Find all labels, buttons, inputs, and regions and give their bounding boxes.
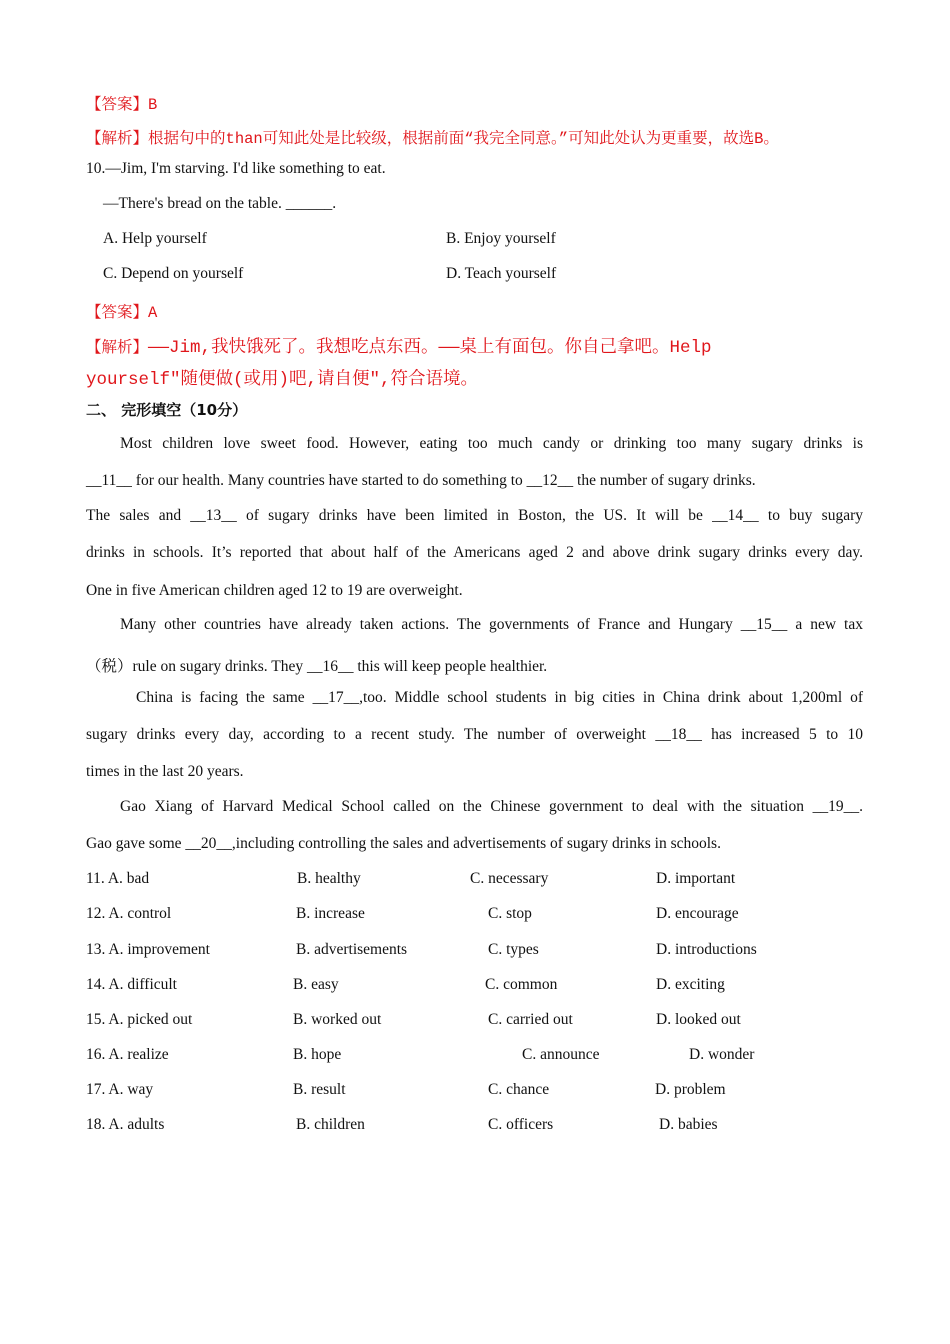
choice-13-d: D. introductions xyxy=(656,941,757,958)
q10-option-c: C. Depend on yourself xyxy=(103,265,244,282)
q10-option-a: A. Help yourself xyxy=(103,230,207,247)
passage-p1-line5: One in five American children aged 12 to 19 are overweight. xyxy=(86,582,463,599)
choice-15-a: 15. A. picked out xyxy=(86,1011,193,1028)
choice-17-a: 17. A. way xyxy=(86,1081,154,1098)
passage-p3-line3: times in the last 20 years. xyxy=(86,763,244,780)
choice-17-d: D. problem xyxy=(655,1081,726,1098)
passage-p3-line2: sugary drinks every day, according to a recent study. The number of overweight __18__ has increased 5 to 10 xyxy=(86,726,863,743)
choice-15-c: C. carried out xyxy=(488,1011,573,1028)
passage-p1-line3: The sales and __13__ of sugary drinks have been limited in Boston, the US. It will be __14__ to buy sugary xyxy=(86,507,863,524)
choice-13-b: B. advertisements xyxy=(296,941,408,958)
choice-15-b: B. worked out xyxy=(293,1011,382,1028)
choice-14-a: 14. A. difficult xyxy=(86,976,177,993)
passage-p2-line1: Many other countries have already taken actions. The governments of France and Hungary __15__ a new tax xyxy=(120,616,863,633)
passage-p4-line2: Gao gave some __20__,including controlling the sales and advertisements of sugary drinks in schools. xyxy=(86,835,721,852)
section-heading: 二、 完形填空（10分） xyxy=(86,401,248,419)
passage-p4-line1: Gao Xiang of Harvard Medical School called on the Chinese government to deal with the situation __19__. xyxy=(120,798,863,815)
choice-11-b: B. healthy xyxy=(297,870,361,887)
q10-answer: 【答案】A xyxy=(86,304,158,322)
choice-16-b: B. hope xyxy=(293,1046,342,1063)
q10-analysis-label: 【解析】 xyxy=(86,339,149,357)
choice-12-a: 12. A. control xyxy=(86,905,172,922)
q10-stem-line1: 10.—Jim, I'm starving. I'd like something to eat. xyxy=(86,160,386,177)
passage-p1-line4: drinks in schools. It’s reported that about half of the Americans aged 2 and above drink sugary drinks every day. xyxy=(86,544,863,561)
choice-17-b: B. result xyxy=(293,1081,346,1098)
choice-16-a: 16. A. realize xyxy=(86,1046,169,1063)
choice-11-c: C. necessary xyxy=(470,870,549,887)
choice-12-b: B. increase xyxy=(296,905,365,922)
q10-analysis-text1: ——Jim,我快饿死了。我想吃点东西。——桌上有面包。你自己拿吧。Help xyxy=(148,338,712,358)
q10-option-d: D. Teach yourself xyxy=(446,265,557,282)
choice-11-a: 11. A. bad xyxy=(86,870,150,887)
passage-p3-line1: China is facing the same __17__,too. Middle school students in big cities in China drink about 1,200ml of xyxy=(136,689,863,706)
choice-16-c: C. announce xyxy=(522,1046,600,1063)
q9-answer: 【答案】B xyxy=(86,96,158,114)
choice-16-d: D. wonder xyxy=(689,1046,755,1063)
passage-p1-line2: __11__ for our health. Many countries have started to do something to __12__ the number of sugary drinks. xyxy=(86,472,756,489)
q10-stem-line2: —There's bread on the table. ______. xyxy=(103,195,337,212)
choice-17-c: C. chance xyxy=(488,1081,550,1098)
q10-option-b: B. Enjoy yourself xyxy=(446,230,556,247)
choice-14-d: D. exciting xyxy=(656,976,725,993)
q9-analysis-label: 【解析】 xyxy=(86,130,149,148)
q10-analysis-line2: yourself"随便做(或用)吧,请自便",符合语境。 xyxy=(86,370,479,390)
choice-12-d: D. encourage xyxy=(656,905,739,922)
choice-13-c: C. types xyxy=(488,941,539,958)
choice-18-a: 18. A. adults xyxy=(86,1116,165,1133)
passage-p1-line1: Most children love sweet food. However, eating too much candy or drinking too many sugary drinks is xyxy=(120,435,863,452)
q9-analysis-text: 根据句中的than可知此处是比较级，根据前面“我完全同意。”可知此处认为更重要，故选B。 xyxy=(148,130,779,148)
choice-14-c: C. common xyxy=(485,976,558,993)
choice-12-c: C. stop xyxy=(488,905,532,922)
choice-15-d: D. looked out xyxy=(656,1011,741,1028)
choice-14-b: B. easy xyxy=(293,976,339,993)
choice-18-b: B. children xyxy=(296,1116,365,1133)
q10-analysis-line1 xyxy=(86,333,712,358)
choice-11-d: D. important xyxy=(656,870,736,887)
choice-13-a: 13. A. improvement xyxy=(86,941,210,958)
q9-analysis xyxy=(86,126,779,148)
choice-18-c: C. officers xyxy=(488,1116,554,1133)
choice-18-d: D. babies xyxy=(659,1116,718,1133)
passage-p2-line2: （税）rule on sugary drinks. They __16__ this will keep people healthier. xyxy=(86,658,548,675)
